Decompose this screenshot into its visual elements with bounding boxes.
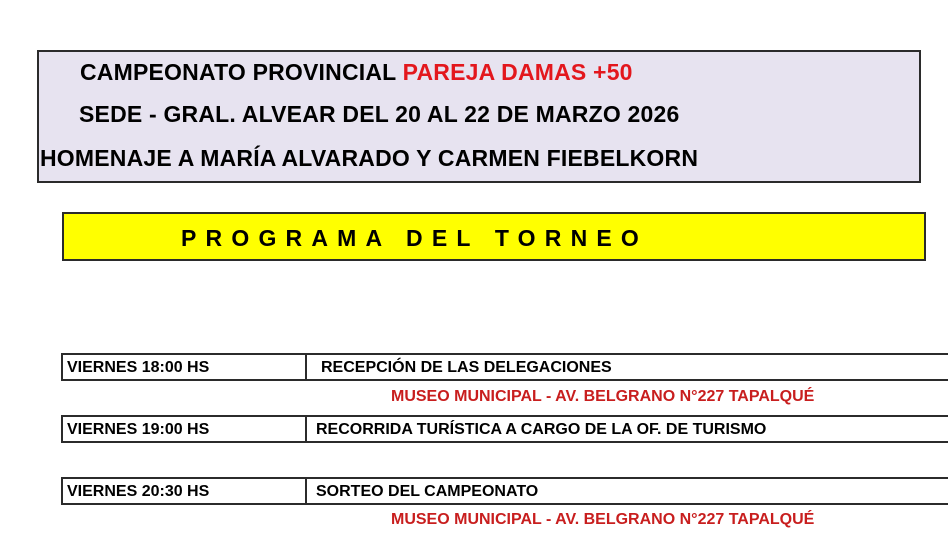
tribute-line: HOMENAJE A MARÍA ALVARADO Y CARMEN FIEBELKORN (40, 145, 699, 171)
championship-title: CAMPEONATO PROVINCIAL (80, 59, 397, 85)
schedule-time: VIERNES 19:00 HS (67, 421, 210, 438)
schedule-time: VIERNES 18:00 HS (67, 359, 210, 376)
schedule-time: VIERNES 20:30 HS (67, 483, 210, 500)
schedule-row (61, 353, 948, 381)
program-title: PROGRAMA DEL TORNEO (181, 225, 649, 251)
column-divider (305, 355, 307, 379)
schedule-activity: SORTEO DEL CAMPEONATO (316, 483, 539, 500)
schedule-row (61, 415, 948, 443)
schedule-activity: RECORRIDA TURÍSTICA A CARGO DE LA OF. DE TURISMO (316, 421, 767, 438)
schedule-row (61, 477, 948, 505)
venue-dates: SEDE - GRAL. ALVEAR DEL 20 AL 22 DE MARZO 2026 (79, 101, 680, 127)
category-highlight: PAREJA DAMAS +50 (402, 59, 633, 85)
column-divider (305, 479, 307, 503)
schedule-location: MUSEO MUNICIPAL - AV. BELGRANO N°227 TAPALQUÉ (391, 511, 815, 528)
header-line-1 (80, 59, 633, 86)
column-divider (305, 417, 307, 441)
schedule-location: MUSEO MUNICIPAL - AV. BELGRANO N°227 TAPALQUÉ (391, 388, 815, 405)
schedule-activity: RECEPCIÓN DE LAS DELEGACIONES (321, 359, 612, 376)
